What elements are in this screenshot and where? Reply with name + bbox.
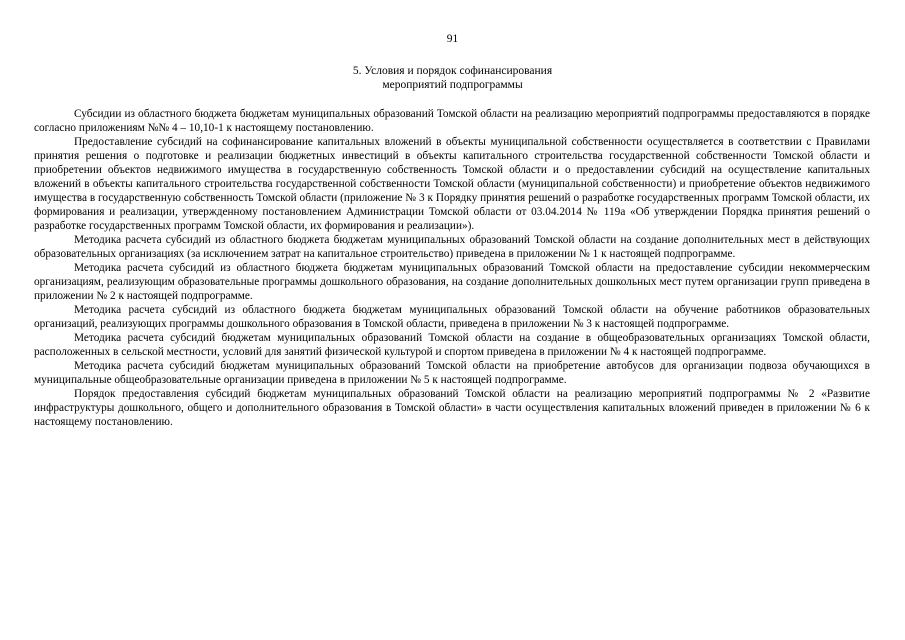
paragraph-subsidies-order: Субсидии из областного бюджета бюджетам муниципальных образований Томской области на реализацию мероприятий подпрограммы предоставляются в порядке согласно приложениям №№ 4 – 10,10-1 к настоящему постановлению.: [34, 108, 870, 134]
paragraph-capital-investments: Предоставление субсидий на софинансирование капитальных вложений в объекты муниципальной собственности осуществляется в соответствии с Правилами принятия решения о подготовке и реализации бюджетных инвестиций в объекты капитального строительства государственной собственности Томской области и приобретении объектов недвижимого имущества в государственную собственность Томской области и о предоставлении субсидий на осуществление капитальных вложений в объекты капитального строительства государственной собственности Томской области (муниципальной собственности) и приобретение объектов недвижимого имущества в государственную собственность Томской области (приложение № 3 к Порядку принятия решений о разработке государственных программ Томской области, их формирования и реализации, утвержденному постановлением Администрации Томской области от 03.04.2014 № 119а «Об утверждении Порядка принятия решений о разработке государственных программ Томской области, их формирования и реализации»).: [34, 136, 870, 232]
section-heading-line-2: мероприятий подпрограммы: [382, 79, 523, 91]
page-number: 91: [446, 33, 459, 45]
section-heading: [0, 64, 905, 92]
document-body: [34, 107, 870, 429]
paragraph-method-nonprofit-groups: Методика расчета субсидий из областного бюджета бюджетам муниципальных образований Томской области на предоставление субсидии некоммерческим организациям, реализующим образовательные программы дошкольного образования, на создание дополнительных дошкольных мест путем организации групп приведена в приложении № 2 к настоящей подпрограмме.: [34, 262, 870, 302]
section-heading-line-1: 5. Условия и порядок софинансирования: [352, 65, 553, 77]
paragraph-method-school-buses: Методика расчета субсидий бюджетам муниципальных образований Томской области на приобретение автобусов для организации подвоза обучающихся в муниципальные общеобразовательные организации приведена в приложении № 5 к настоящей подпрограмме.: [34, 360, 870, 386]
paragraph-subprogram-2-order: Порядок предоставления субсидий бюджетам муниципальных образований Томской области на реализацию мероприятий подпрограммы № 2 «Развитие инфраструктуры дошкольного, общего и дополнительного образования в Томской области» в части осуществления капитальных вложений приведен в приложении № 6 к настоящему постановлению.: [34, 388, 870, 428]
paragraph-method-rural-sports: Методика расчета субсидий бюджетам муниципальных образований Томской области на создание в общеобразовательных организациях Томской области, расположенных в сельской местности, условий для занятий физической культурой и спортом приведена в приложении № 4 к настоящей подпрограмме.: [34, 332, 870, 358]
paragraph-method-additional-places: Методика расчета субсидий из областного бюджета бюджетам муниципальных образований Томской области на создание дополнительных мест в действующих образовательных организациях (за исключением затрат на капитальное строительство) приведена в приложении № 1 к настоящей подпрограмме.: [34, 234, 870, 260]
paragraph-method-staff-training: Методика расчета субсидий из областного бюджета бюджетам муниципальных образований Томской области на обучение работников образовательных организаций, реализующих программы дошкольного образования в Томской области, приведена в приложении № 3 к настоящей подпрограмме.: [34, 304, 870, 330]
